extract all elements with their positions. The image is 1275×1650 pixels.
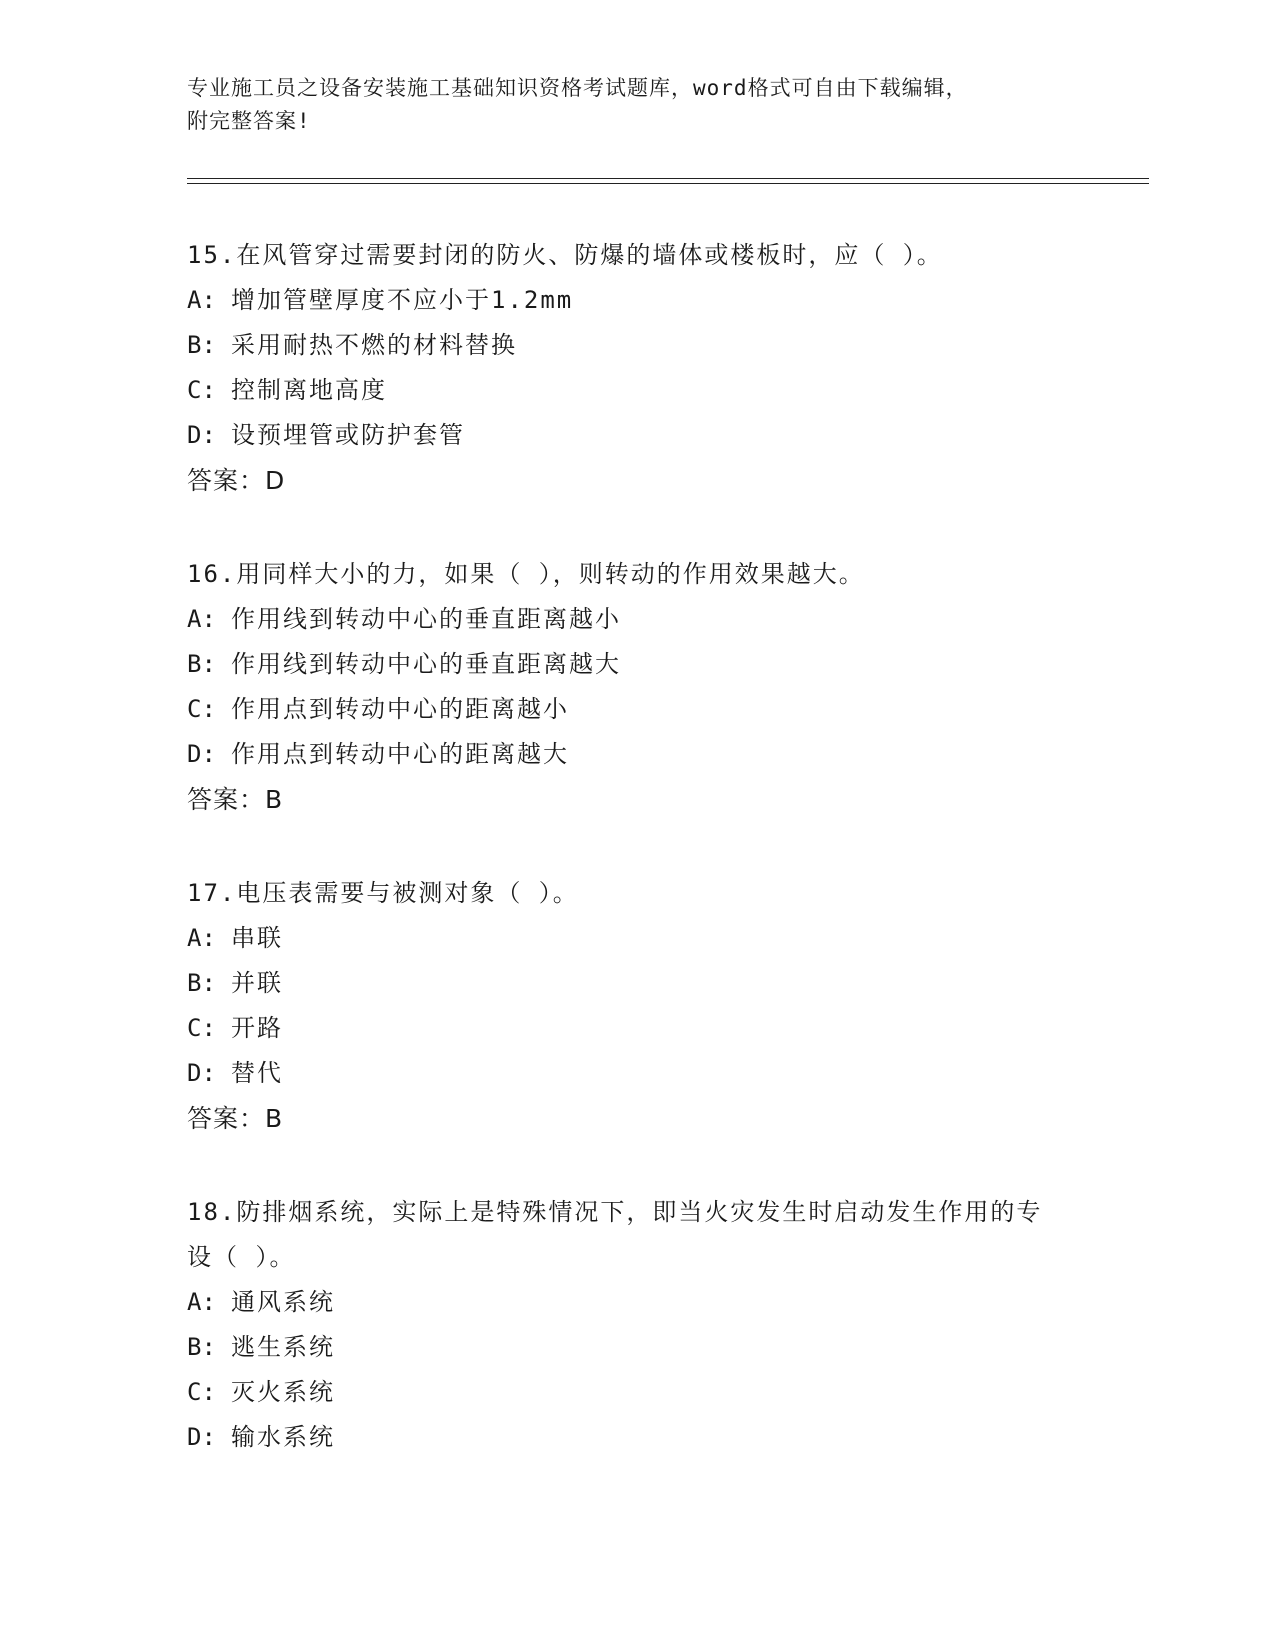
option-b (187, 642, 1087, 687)
option-letter: B: (187, 331, 216, 359)
option-text: 作用线到转动中心的垂直距离越小 (231, 605, 621, 633)
option-d (187, 1051, 1087, 1096)
option-text: 设预埋管或防护套管 (231, 421, 465, 449)
option-d (187, 413, 1087, 458)
option-text: 灭火系统 (231, 1378, 335, 1406)
option-text: 通风系统 (231, 1288, 335, 1316)
option-text: 并联 (231, 969, 283, 997)
option-text: 增加管壁厚度不应小于1.2mm (231, 286, 574, 314)
question-stem: 17.电压表需要与被测对象（ ）。 (187, 879, 579, 907)
option-c (187, 368, 1087, 413)
answer-line: 答案：D (187, 466, 286, 495)
option-letter: C: (187, 695, 216, 723)
option-a (187, 916, 1087, 961)
option-letter: B: (187, 650, 216, 678)
option-text: 作用点到转动中心的距离越小 (231, 695, 569, 723)
option-text: 作用线到转动中心的垂直距离越大 (231, 650, 621, 678)
option-letter: D: (187, 1423, 216, 1451)
option-letter: A: (187, 1288, 216, 1316)
option-b (187, 1325, 1087, 1370)
option-letter: B: (187, 969, 216, 997)
question-stem: 15.在风管穿过需要封闭的防火、防爆的墙体或楼板时，应（ ）。 (187, 241, 943, 269)
option-c (187, 1006, 1087, 1051)
option-d (187, 1415, 1087, 1460)
option-letter: D: (187, 740, 216, 768)
option-text: 采用耐热不燃的材料替换 (231, 331, 517, 359)
header-line-1: 专业施工员之设备安装施工基础知识资格考试题库，word格式可自由下载编辑， (187, 76, 968, 100)
option-b (187, 961, 1087, 1006)
document-header (187, 72, 1087, 138)
question-stem: 18.防排烟系统，实际上是特殊情况下，即当火灾发生时启动发生作用的专设（ ）。 (187, 1198, 1043, 1271)
option-text: 控制离地高度 (231, 376, 387, 404)
option-text: 替代 (231, 1059, 283, 1087)
option-c (187, 687, 1087, 732)
answer-line: 答案：B (187, 785, 284, 814)
option-letter: A: (187, 605, 216, 633)
question-16 (187, 552, 1087, 822)
option-a (187, 1280, 1087, 1325)
option-text: 输水系统 (231, 1423, 335, 1451)
header-divider-top (187, 178, 1149, 179)
option-letter: C: (187, 1014, 216, 1042)
option-letter: C: (187, 1378, 216, 1406)
option-letter: D: (187, 1059, 216, 1087)
option-b (187, 323, 1087, 368)
option-text: 作用点到转动中心的距离越大 (231, 740, 569, 768)
option-letter: C: (187, 376, 216, 404)
option-text: 开路 (231, 1014, 283, 1042)
option-letter: A: (187, 924, 216, 952)
option-d (187, 732, 1087, 777)
answer-line: 答案：B (187, 1104, 284, 1133)
option-letter: B: (187, 1333, 216, 1361)
option-text: 逃生系统 (231, 1333, 335, 1361)
option-a (187, 597, 1087, 642)
option-text: 串联 (231, 924, 283, 952)
option-letter: D: (187, 421, 216, 449)
question-18 (187, 1190, 1087, 1460)
question-15 (187, 233, 1087, 503)
question-17 (187, 871, 1087, 1141)
option-c (187, 1370, 1087, 1415)
option-letter: A: (187, 286, 216, 314)
header-line-2: 附完整答案! (187, 109, 311, 133)
question-stem: 16.用同样大小的力，如果（ ），则转动的作用效果越大。 (187, 560, 865, 588)
header-divider-bottom (187, 183, 1149, 184)
option-a (187, 278, 1087, 323)
